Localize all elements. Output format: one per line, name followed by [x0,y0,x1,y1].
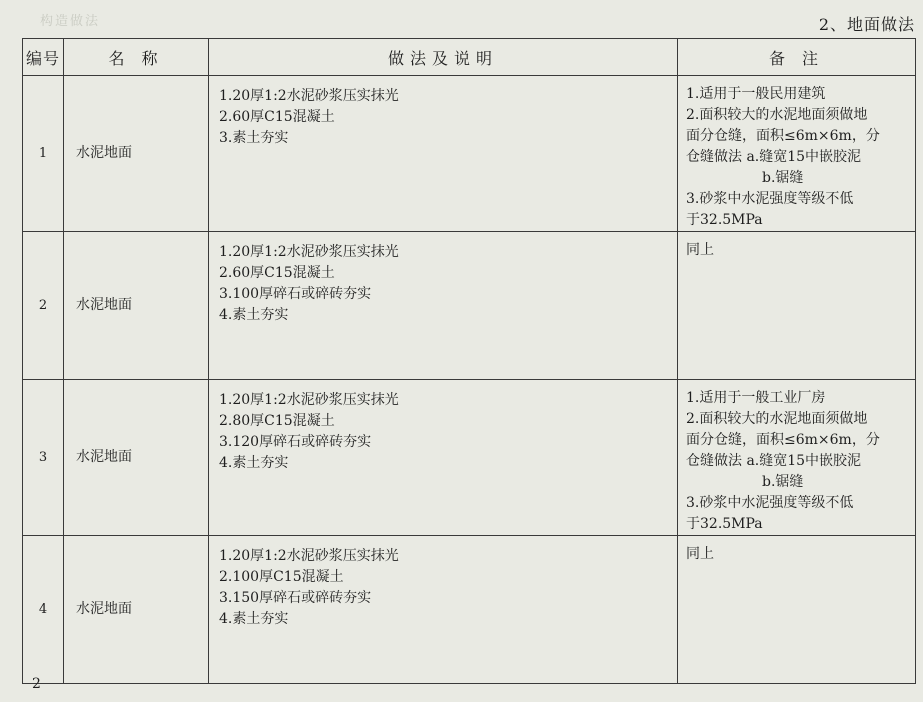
row-name: 水泥地面 [64,76,209,232]
header-name: 名 称 [64,39,209,76]
row-note [678,232,916,380]
method-step: 3.100厚碎石或碎砖夯实 [219,286,372,302]
note-line: 面分仓缝，面积≤6m×6m，分 [686,432,880,448]
row-note [678,76,916,232]
note-line: 面分仓缝，面积≤6m×6m，分 [686,128,880,144]
method-step: 1.20厚1:2水泥砂浆压实抹光 [219,88,399,104]
page-number: 2 [32,676,41,692]
note-line: 2.面积较大的水泥地面须做地 [686,107,868,123]
floor-construction-table [22,38,915,669]
row-name: 水泥地面 [64,232,209,380]
header-method: 做法及说明 [209,39,678,76]
note-line: 同上 [686,242,714,258]
method-step: 1.20厚1:2水泥砂浆压实抹光 [219,548,399,564]
header-note: 备 注 [678,39,916,76]
table-row [23,380,916,536]
method-step: 1.20厚1:2水泥砂浆压实抹光 [219,244,399,260]
row-number: 4 [23,536,64,684]
section-title: 2、地面做法 [818,15,915,34]
table-row [23,536,916,684]
note-line: 1.适用于一般民用建筑 [686,86,826,102]
note-line: 1.适用于一般工业厂房 [686,390,826,406]
table-header-row [23,39,916,76]
note-line: 仓缝做法 a.缝宽15中嵌胶泥 [686,453,862,469]
note-line: b.锯缝 [762,474,804,490]
row-note [678,536,916,684]
note-line: 3.砂浆中水泥强度等级不低 [686,495,854,511]
method-step: 3.素土夯实 [219,130,289,146]
note-line: 同上 [686,546,714,562]
note-line: 于32.5MPa [686,516,763,532]
row-name: 水泥地面 [64,380,209,536]
method-step: 1.20厚1:2水泥砂浆压实抹光 [219,392,399,408]
row-method [209,380,678,536]
note-line: b.锯缝 [762,170,804,186]
note-line: 于32.5MPa [686,212,763,228]
method-step: 4.素土夯实 [219,455,289,471]
row-number: 2 [23,232,64,380]
note-line: 仓缝做法 a.缝宽15中嵌胶泥 [686,149,862,165]
row-method [209,76,678,232]
row-name: 水泥地面 [64,536,209,684]
table-row [23,76,916,232]
method-step: 2.60厚C15混凝土 [219,109,335,125]
note-line: 3.砂浆中水泥强度等级不低 [686,191,854,207]
table-row [23,232,916,380]
method-step: 2.100厚C15混凝土 [219,569,344,585]
faint-running-header: 构造做法 [40,14,101,29]
row-method [209,536,678,684]
header-number: 编号 [23,39,64,76]
note-line: 2.面积较大的水泥地面须做地 [686,411,868,427]
method-step: 3.120厚碎石或碎砖夯实 [219,434,372,450]
method-step: 2.60厚C15混凝土 [219,265,335,281]
method-step: 3.150厚碎石或碎砖夯实 [219,590,372,606]
row-note [678,380,916,536]
row-number: 3 [23,380,64,536]
method-step: 4.素土夯实 [219,307,289,323]
row-number: 1 [23,76,64,232]
method-step: 2.80厚C15混凝土 [219,413,335,429]
method-step: 4.素土夯实 [219,611,289,627]
row-method [209,232,678,380]
